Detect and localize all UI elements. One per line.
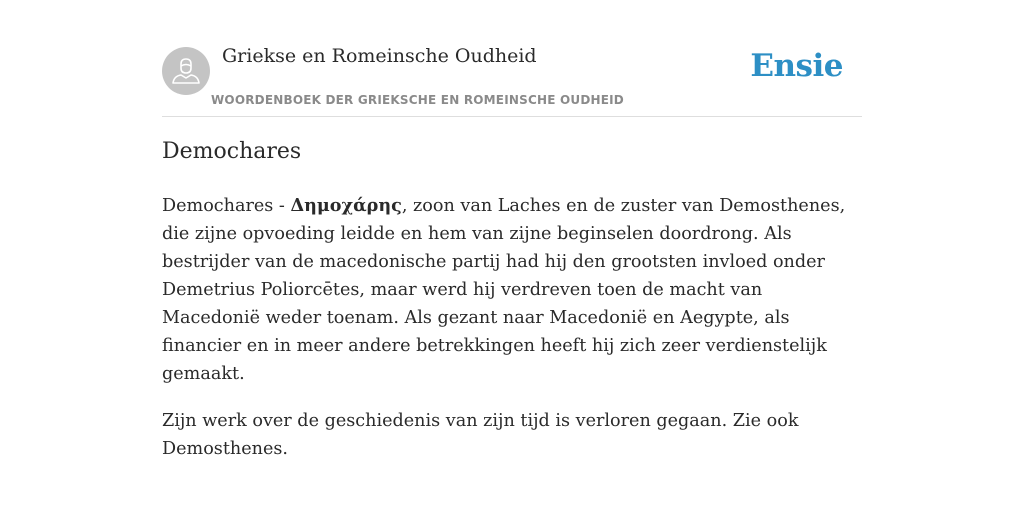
source-subtitle[interactable]: WOORDENBOEK DER GRIEKSCHE EN ROMEINSCHE OUDHEID [211, 93, 624, 107]
entry-paragraph-1 [162, 192, 862, 388]
source-title[interactable]: Griekse en Romeinsche Oudheid [222, 45, 537, 67]
brand-logo-link[interactable]: Ensie [750, 48, 843, 84]
greek-term: Δημοχάρης [290, 195, 402, 216]
entry-text-part-1: , zoon van Laches en de zuster van Demosthenes, die zijne opvoeding leidde en hem van zijne beginselen doordrong. Als bestrijder van de macedonische partij had hij den grootsten invloed onder Demetrius Poliorc [162, 196, 846, 300]
entry-paragraph-2: Zijn werk over de geschiedenis van zijn tijd is verloren gegaan. Zie ook Demosthenes. [162, 411, 799, 459]
entry-text-part-2: tes, maar werd hij verdreven toen de macht van Macedonië weder toenam. Als gezant naar Macedonië en Aegypte, als financier en in meer andere betrekkingen heeft hij zich zeer verdienstelijk gemaakt. [162, 280, 827, 384]
entry-lemma: Demochares - [162, 196, 291, 216]
entry-title: Demochares [162, 139, 302, 164]
header [162, 0, 862, 117]
content-container [162, 0, 862, 459]
entry-body [162, 192, 862, 482]
accented-char: ē [322, 280, 333, 300]
avatar[interactable] [162, 47, 210, 95]
user-icon [162, 47, 210, 95]
